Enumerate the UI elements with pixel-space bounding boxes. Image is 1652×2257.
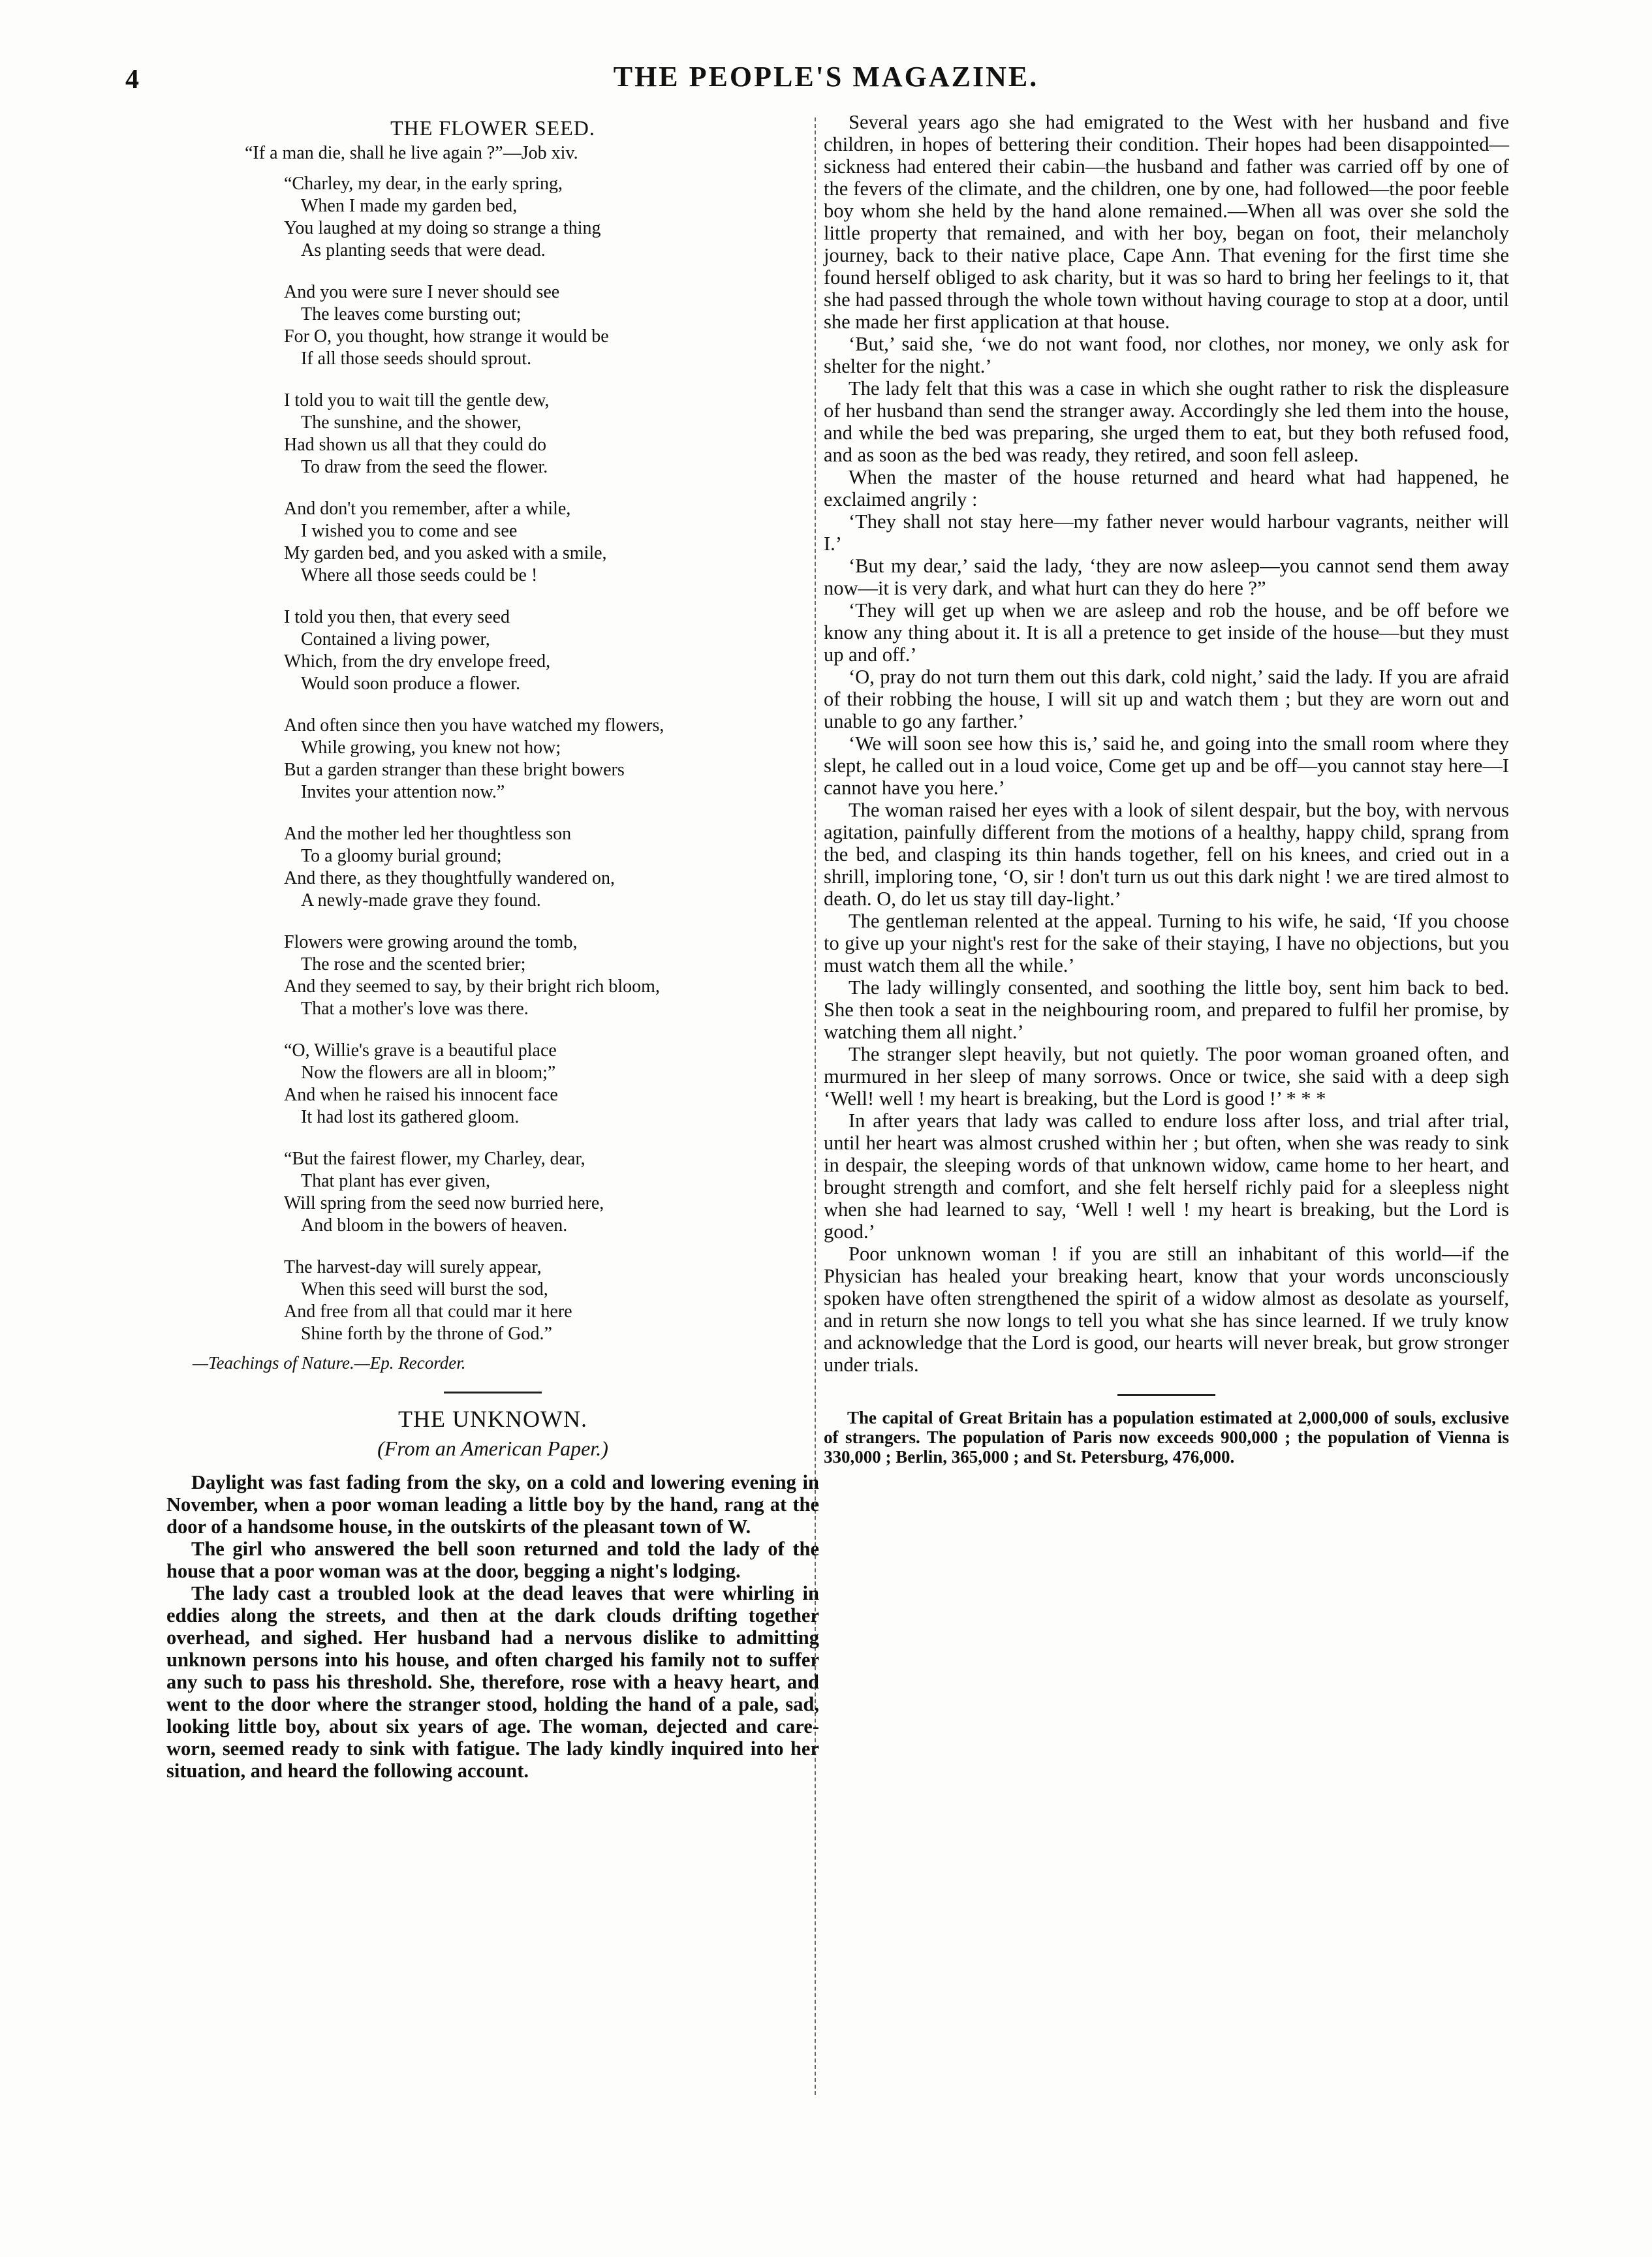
poem-line: And when he raised his innocent face xyxy=(284,1085,558,1105)
poem-title: THE FLOWER SEED. xyxy=(390,116,595,140)
story-paragraph: The girl who answered the bell soon returned and told the lady of the house that a poor woman was at the door, begging a night's lodging. xyxy=(166,1538,819,1582)
story-paragraph: The woman raised her eyes with a look of silent despair, but the boy, with nervous agitation, painfully different from the motions of a healthy, happy child, sprang from the bed, and clasping its thin hands together, fell on his knees, and cried out in a shrill, imploring tone, ‘O, sir ! don't turn us out this dark night ! we are tired almost to death. O, do let us stay till day-light.’ xyxy=(824,799,1509,910)
poem-line: And there, as they thoughtfully wandered on, xyxy=(284,868,615,888)
story-paragraph: ‘They will get up when we are asleep and rob the house, and be off before we know any thing about it. It is all a pretence to get inside of the house—but they must up and off.’ xyxy=(824,599,1509,666)
story-paragraph: The stranger slept heavily, but not quietly. The poor woman groaned often, and murmured in her sleep of many sorrows. Once or twice, she said with a deep sigh ‘Well! well ! my heart is breaking, but the Lord is good !’ * * * xyxy=(824,1043,1509,1110)
poem-line: I wished you to come and see xyxy=(301,521,518,541)
story-paragraph: The lady felt that this was a case in which she ought rather to risk the displeasure of her husband than send the stranger away. Accordingly she led them into the house, and while the bed was preparing, she urged them to eat, but they both refused food, and as soon as the bed was ready, they retired, and soon fell asleep. xyxy=(824,377,1509,466)
story-paragraph: ‘They shall not stay here—my father never would harbour vagrants, neither will I.’ xyxy=(824,510,1509,555)
poem-line: “O, Willie's grave is a beautiful place xyxy=(284,1040,557,1061)
poem-source: —Teachings of Nature.—Ep. Recorder. xyxy=(193,1353,466,1373)
poem-line: When I made my garden bed, xyxy=(301,196,518,216)
poem-line: And the mother led her thoughtless son xyxy=(284,824,572,844)
poem-line: I told you then, that every seed xyxy=(284,607,510,627)
poem-line: As planting seeds that were dead. xyxy=(301,240,546,260)
poem-stanza xyxy=(284,931,819,1020)
poem-line: Flowers were growing around the tomb, xyxy=(284,932,578,952)
poem-line: The leaves come bursting out; xyxy=(301,304,522,324)
poem-line: When this seed will burst the sod, xyxy=(301,1279,548,1300)
page-number: 4 xyxy=(125,65,139,95)
story-paragraph: When the master of the house returned and heard what had happened, he exclaimed angrily : xyxy=(824,466,1509,510)
poem-stanza xyxy=(284,1256,819,1345)
poem-line: The sunshine, and the shower, xyxy=(301,412,522,433)
poem-line: “Charley, my dear, in the early spring, xyxy=(284,174,563,194)
poem-stanza xyxy=(284,715,819,803)
poem-line: And they seemed to say, by their bright rich bloom, xyxy=(284,976,660,997)
poem-line: Would soon produce a flower. xyxy=(301,674,520,694)
story-paragraph: The lady willingly consented, and soothing the little boy, sent him back to bed. She then took a seat in the neighbouring room, and prepared to fulfil her promise, by watching them all night.’ xyxy=(824,976,1509,1043)
poem-line: That a mother's love was there. xyxy=(301,999,529,1019)
poem-line: If all those seeds should sprout. xyxy=(301,349,532,369)
poem-line: Which, from the dry envelope freed, xyxy=(284,651,551,672)
poem-stanza xyxy=(284,390,819,478)
poem-line: The rose and the scented brier; xyxy=(301,954,526,974)
story-paragraph: ‘We will soon see how this is,’ said he, and going into the small room where they slept, he called out in a loud voice, Come get up and be off—you cannot stay here—I cannot have you here.’ xyxy=(824,732,1509,799)
story-paragraph: ‘O, pray do not turn them out this dark, cold night,’ said the lady. If you are afraid of their robbing the house, I will sit up and watch them ; but they are worn out and unable to go any farther.’ xyxy=(824,666,1509,732)
poem-line: To draw from the seed the flower. xyxy=(301,457,548,477)
poem-line: And often since then you have watched my flowers, xyxy=(284,715,664,736)
story-right-text xyxy=(824,111,1509,1376)
left-column xyxy=(166,111,819,1782)
poem-line: Invites your attention now.” xyxy=(301,782,505,802)
poem-line: My garden bed, and you asked with a smile, xyxy=(284,543,607,563)
poem-stanza xyxy=(284,1148,819,1237)
story-subtitle: (From an American Paper.) xyxy=(377,1437,608,1460)
story-paragraph: The gentleman relented at the appeal. Turning to his wife, he said, ‘If you choose to give up your night's rest for the sake of their staying, I have no objections, but you must watch them all the while.’ xyxy=(824,910,1509,976)
section-divider xyxy=(1117,1394,1215,1396)
poem-line: Shine forth by the throne of God.” xyxy=(301,1324,552,1344)
story-paragraph: ‘But my dear,’ said the lady, ‘they are now asleep—you cannot send them away now—it is very dark, and what hurt can they do here ?” xyxy=(824,555,1509,599)
poem-line: And don't you remember, after a while, xyxy=(284,499,571,519)
notice-text: The capital of Great Britain has a population estimated at 2,000,000 of souls, exclusive of strangers. The population of Paris now exceeds 900,000 ; the population of Vienna is 330,000 ; Berlin, 365,000 ; and St. Petersburg, 476,000. xyxy=(824,1408,1509,1467)
poem-line: And free from all that could mar it here xyxy=(284,1301,572,1322)
poem-body xyxy=(284,173,819,1345)
poem-line: But a garden stranger than these bright bowers xyxy=(284,760,625,780)
story-paragraph: Poor unknown woman ! if you are still an inhabitant of this world—if the Physician has healed your breaking heart, know that your words unconsciously spoken have often strengthened the spirit of a widow almost as desolate as yourself, and in return she now longs to tell you what she has since learned. If we truly know and acknowledge that the Lord is good, our hearts will never break, but grow stronger under trials. xyxy=(824,1243,1509,1376)
poem-stanza xyxy=(284,281,819,370)
poem-line: Will spring from the seed now burried here, xyxy=(284,1193,604,1213)
poem-line: While growing, you knew not how; xyxy=(301,738,561,758)
story-left-text xyxy=(166,1471,819,1782)
poem-stanza xyxy=(284,823,819,912)
poem-line: “But the fairest flower, my Charley, dear, xyxy=(284,1149,585,1169)
poem-line: That plant has ever given, xyxy=(301,1171,491,1191)
poem-line: And you were sure I never should see xyxy=(284,282,560,302)
poem-line: I told you to wait till the gentle dew, xyxy=(284,390,550,411)
story-title: THE UNKNOWN. xyxy=(398,1406,587,1432)
poem-line: A newly-made grave they found. xyxy=(301,890,541,911)
poem-line: It had lost its gathered gloom. xyxy=(301,1107,520,1127)
population-notice xyxy=(824,1408,1509,1467)
right-column xyxy=(824,111,1509,1467)
poem-epigraph: “If a man die, shall he live again ?”—Job xiv. xyxy=(245,143,578,163)
magazine-title: THE PEOPLE'S MAGAZINE. xyxy=(613,61,1039,93)
poem-stanza xyxy=(284,1040,819,1128)
poem-line: To a gloomy burial ground; xyxy=(301,846,502,866)
story-paragraph: ‘But,’ said she, ‘we do not want food, nor clothes, nor money, we only ask for shelter for the night.’ xyxy=(824,333,1509,377)
poem-line: The harvest-day will surely appear, xyxy=(284,1257,542,1277)
story-paragraph: Several years ago she had emigrated to the West with her husband and five children, in hopes of bettering their condition. Their hopes had been disappointed—sickness had entered their cabin—the husband and father was carried off by one of the fevers of the climate, and the children, one by one, had followed—the poor feeble boy whom she held by the hand alone remained.—When all was over she sold the little property that remained, and with her boy, began on foot, their melancholy journey, back to their native place, Cape Ann. That evening for the first time she found herself obliged to ask charity, but it was so hard to bring her feelings to it, that she had passed through the whole town without having courage to stop at a door, until she made her first application at that house. xyxy=(824,111,1509,333)
story-paragraph: The lady cast a troubled look at the dead leaves that were whirling in eddies along the streets, and then at the dark clouds drifting together overhead, and sighed. Her husband had a nervous dislike to admitting unknown persons into his house, and often charged his family not to suffer any such to pass his threshold. She, therefore, rose with a heavy heart, and went to the door where the stranger stood, holding the hand of a pale, sad, looking little boy, about six years of age. The woman, dejected and care-worn, seemed ready to sink with fatigue. The lady kindly inquired into her situation, and heard the following account. xyxy=(166,1582,819,1782)
poem-stanza xyxy=(284,173,819,262)
poem-line: For O, you thought, how strange it would be xyxy=(284,326,609,347)
story-paragraph: Daylight was fast fading from the sky, on a cold and lowering evening in November, when a poor woman leading a little boy by the hand, rang at the door of a handsome house, in the outskirts of the pleasant town of W. xyxy=(166,1471,819,1538)
poem-line: Now the flowers are all in bloom;” xyxy=(301,1063,556,1083)
poem-line: Where all those seeds could be ! xyxy=(301,565,538,585)
story-paragraph: In after years that lady was called to endure loss after loss, and trial after trial, until her heart was almost crushed within her ; but often, when she was ready to sink in despair, the sleeping words of that unknown widow, came home to her heart, and brought strength and comfort, and she felt herself richly paid for a sleepless night when she had learned to say, ‘Well ! well ! my heart is breaking, but the Lord is good.’ xyxy=(824,1110,1509,1243)
poem-line: You laughed at my doing so strange a thing xyxy=(284,218,601,238)
poem-stanza xyxy=(284,498,819,587)
poem-line: And bloom in the bowers of heaven. xyxy=(301,1215,568,1236)
poem-line: Had shown us all that they could do xyxy=(284,435,547,455)
poem-stanza xyxy=(284,606,819,695)
section-divider xyxy=(444,1392,542,1393)
poem-line: Contained a living power, xyxy=(301,629,490,649)
